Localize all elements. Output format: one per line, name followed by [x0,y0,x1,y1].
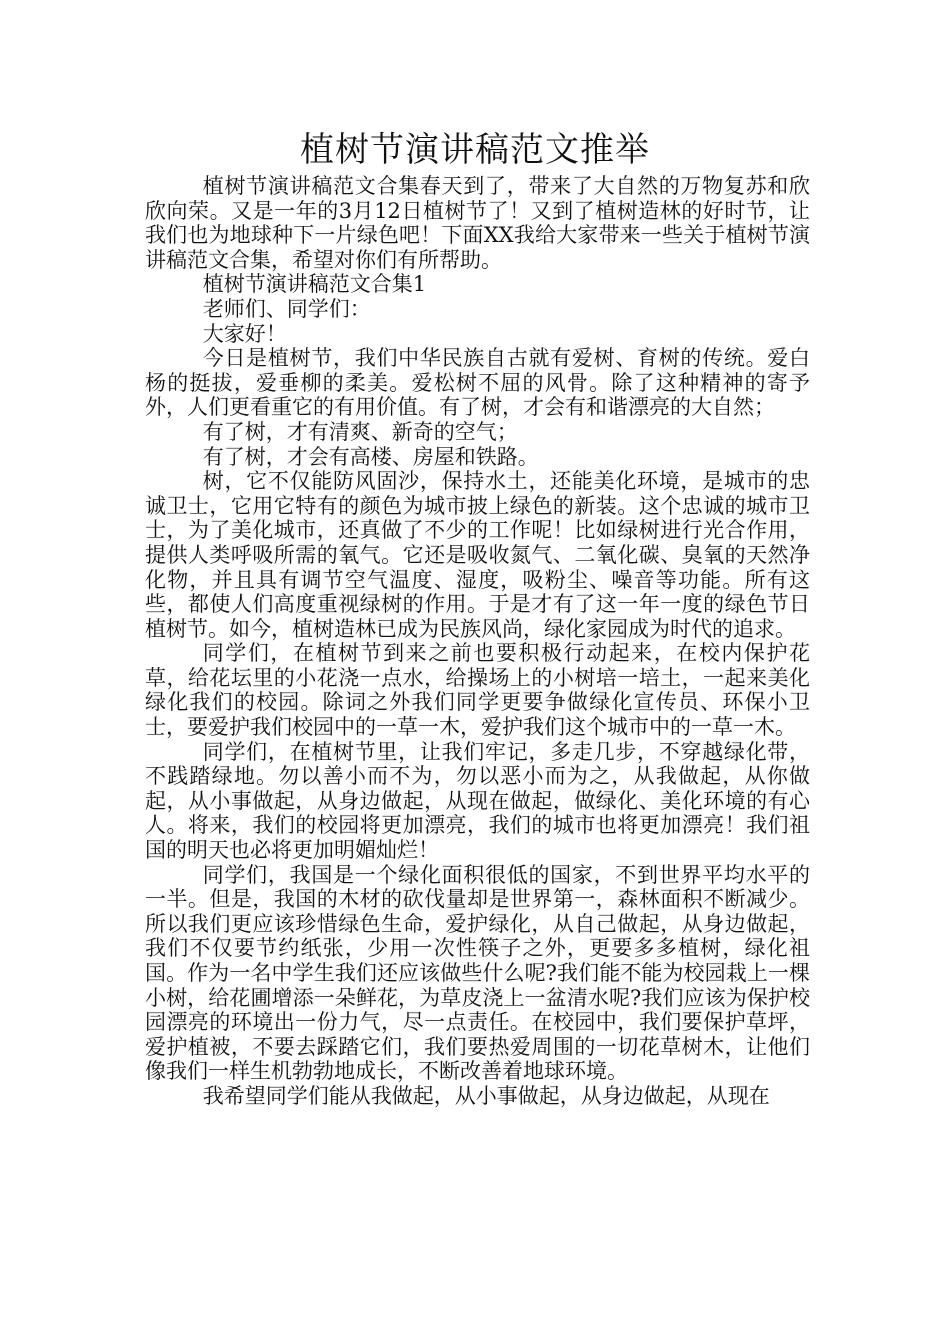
document-body [145,174,810,1109]
paragraph-intro: 植树节演讲稿范文合集春天到了，带来了大自然的万物复苏和欣欣向荣。又是一年的3月12日植树节了！又到了植树造林的好时节，让我们也为地球种下一片绿色吧！下面XX我给大家带来一些关于植树节演讲稿范文合集，希望对你们有所帮助。 [145,174,810,272]
paragraph-fresh-air: 有了树，才有清爽、新奇的空气； [202,419,518,444]
paragraph-green-coverage: 同学们，我国是一个绿化面积很低的国家，不到世界平均水平的一半。但是，我国的木材的砍伐量却是世界第一，森林面积不断减少。所以我们更应该珍惜绿色生命，爱护绿化，从自己做起，从身边做起，我们不仅要节约纸张，少用一次性筷子之外，更要多多植树，绿化祖国。作为一名中学生我们还应该做些什么呢?我们能不能为校园栽上一棵小树，给花圃增添一朵鲜花，为草皮浇上一盆清水呢?我们应该为保护校园漂亮的环境出一份力气，尽一点责任。在校园中，我们要保护草坪，爱护植被，不要去踩踏它们，我们要热爱周围的一切花草树木，让他们像我们一样生机勃勃地成长，不断改善着地球环境。 [145,862,810,1084]
paragraph-hope: 我希望同学们能从我做起，从小事做起，从身边做起，从现在 [202,1083,770,1108]
document-title: 植树节演讲稿范文推举 [300,130,650,170]
paragraph-salutation: 老师们、同学们： [202,296,371,321]
paragraph-tree-tradition: 今日是植树节，我们中华民族自古就有爱树、育树的传统。爱白杨的挺拔，爱垂柳的柔美。爱松树不屈的风骨。除了这种精神的寄予外，人们更看重它的有用价值。有了树，才会有和谐漂亮的大自然； [145,346,810,420]
paragraph-remember: 同学们，在植树节里，让我们牢记，多走几步，不穿越绿化带，不践踏绿地。勿以善小而不为，勿以恶小而为之，从我做起，从你做起，从小事做起，从身边做起，从现在做起，做绿化、美化环境的有心人。将来，我们的校园将更加漂亮，我们的城市也将更加漂亮！我们祖国的明天也必将更加明媚灿烂！ [145,739,810,863]
paragraph-tree-benefits: 树，它不仅能防风固沙，保持水土，还能美化环境，是城市的忠诚卫士，它用它特有的颜色为城市披上绿色的新装。这个忠诚的城市卫士，为了美化城市，还真做了不少的工作呢！比如绿树进行光合作用，提供人类呼吸所需的氧气。它还是吸收氮气、二氧化碳、臭氧的天然净化物，并且具有调节空气温度、湿度，吸粉尘、噪音等功能。所有这些，都使人们高度重视绿树的作用。于是才有了这一年一度的绿色节日植树节。如今，植树造林已成为民族风尚，绿化家园成为时代的追求。 [145,469,810,641]
paragraph-greeting: 大家好！ [202,321,287,346]
paragraph-protect-campus: 同学们，在植树节到来之前也要积极行动起来，在校内保护花草，给花坛里的小花浇一点水，给操场上的小树培一培土，一起来美化绿化我们的校园。除词之外我们同学更要争做绿化宣传员、环保小卫士，要爱护我们校园中的一草一木，爱护我们这个城市中的一草一木。 [145,641,810,740]
paragraph-buildings: 有了树，才会有高楼、房屋和铁路。 [202,444,539,469]
paragraph-section-heading: 植树节演讲稿范文合集1 [202,272,427,297]
